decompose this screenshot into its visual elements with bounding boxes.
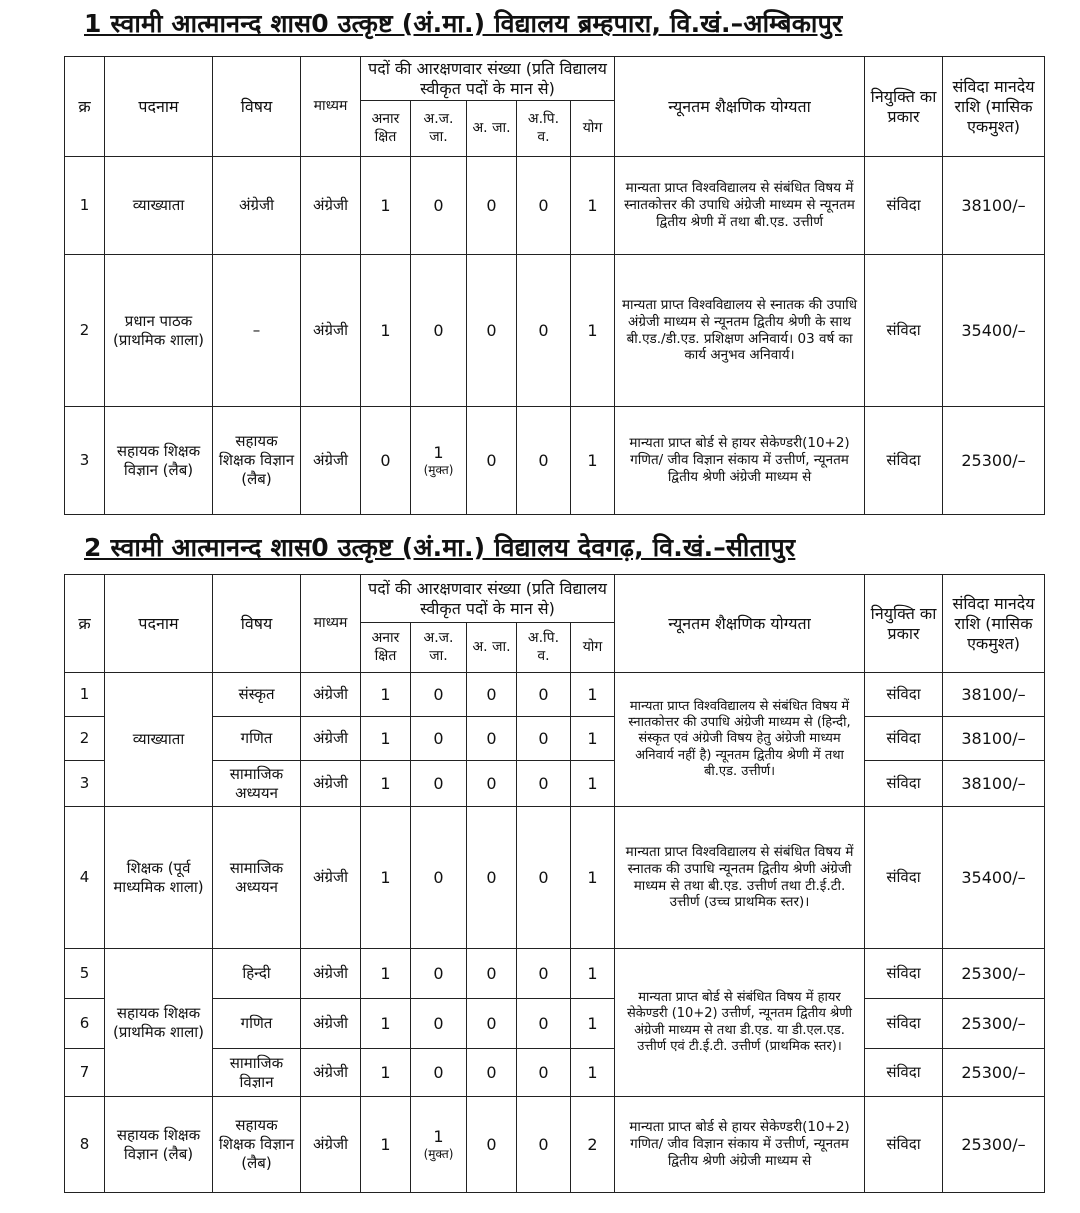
cell-total: 1 (571, 949, 615, 999)
header-subject: विषय (213, 57, 301, 157)
cell-medium: अंग्रेजी (301, 673, 361, 717)
cell-salary: 35400/– (943, 807, 1045, 949)
section1-table (64, 56, 1045, 515)
cell-qualification: मान्यता प्राप्त बोर्ड से हायर सेकेण्डरी(10+2) गणित/ जीव विज्ञान संकाय में उत्तीर्ण, न्यूनतम द्वितीय श्रेणी अंग्रेजी माध्यम से (615, 407, 865, 515)
cell-salary: 25300/– (943, 1097, 1045, 1193)
cell-obc: 0 (517, 761, 571, 807)
cell-ur: 1 (361, 255, 411, 407)
cell-type: संविदा (865, 255, 943, 407)
cell-ur: 1 (361, 1097, 411, 1193)
cell-sc: 0 (467, 807, 517, 949)
cell-obc: 0 (517, 949, 571, 999)
cell-qualification: मान्यता प्राप्त बोर्ड से संबंधित विषय में हायर सेकेण्डरी (10+2) उत्तीर्ण, न्यूनतम द्वितीय श्रेणी अंग्रेजी माध्यम से तथा डी.एड. या डी.एल.एड. उत्तीर्ण एवं टी.ई.टी. उत्तीर्ण (प्राथमिक स्तर)। (615, 949, 865, 1097)
cell-total: 1 (571, 761, 615, 807)
st-value: 1 (433, 1127, 444, 1146)
header-ur: अनार क्षित (361, 101, 411, 157)
cell-total: 1 (571, 807, 615, 949)
cell-sno: 4 (65, 807, 105, 949)
cell-sc: 0 (467, 1049, 517, 1097)
cell-total: 1 (571, 999, 615, 1049)
cell-sc: 0 (467, 1097, 517, 1193)
table-row (65, 1097, 1045, 1193)
cell-obc: 0 (517, 1049, 571, 1097)
cell-sc: 0 (467, 157, 517, 255)
table-row (65, 157, 1045, 255)
header-post: पदनाम (105, 575, 213, 673)
cell-salary: 38100/– (943, 717, 1045, 761)
cell-total: 1 (571, 255, 615, 407)
cell-ur: 1 (361, 949, 411, 999)
cell-medium: अंग्रेजी (301, 949, 361, 999)
cell-subject: सहायक शिक्षक विज्ञान (लैब) (213, 1097, 301, 1193)
cell-medium: अंग्रेजी (301, 1049, 361, 1097)
header-type: नियुक्ति का प्रकार (865, 575, 943, 673)
st-value: 1 (433, 443, 444, 462)
cell-subject: सामाजिक अध्ययन (213, 807, 301, 949)
cell-qualification: मान्यता प्राप्त विश्वविद्यालय से स्नातक की उपाधि अंग्रेजी माध्यम से न्यूनतम द्वितीय श्रेणी के साथ बी.एड./डी.एड. प्रशिक्षण अनिवार्य। 03 वर्ष का कार्य अनुभव अनिवार्य। (615, 255, 865, 407)
cell-sc: 0 (467, 949, 517, 999)
cell-obc: 0 (517, 1097, 571, 1193)
header-post: पदनाम (105, 57, 213, 157)
cell-qualification: मान्यता प्राप्त विश्वविद्यालय से संबंधित विषय में स्नातकोत्तर की उपाधि अंग्रेजी माध्यम से (हिन्दी, संस्कृत एवं अंग्रेजी विषय हेतु अंग्रेजी माध्यम अनिवार्य नहीं है) न्यूनतम द्वितीय श्रेणी में तथा बी.एड. उत्तीर्ण। (615, 673, 865, 807)
cell-st (411, 1097, 467, 1193)
cell-st: 0 (411, 157, 467, 255)
cell-sc: 0 (467, 761, 517, 807)
cell-medium: अंग्रेजी (301, 407, 361, 515)
cell-salary: 35400/– (943, 255, 1045, 407)
cell-salary: 25300/– (943, 407, 1045, 515)
cell-total: 1 (571, 407, 615, 515)
header-sno: क्र (65, 57, 105, 157)
cell-obc: 0 (517, 717, 571, 761)
cell-salary: 38100/– (943, 761, 1045, 807)
cell-ur: 1 (361, 999, 411, 1049)
header-obc: अ.पि. व. (517, 623, 571, 673)
cell-post: शिक्षक (पूर्व माध्यमिक शाला) (105, 807, 213, 949)
cell-sno: 7 (65, 1049, 105, 1097)
cell-type: संविदा (865, 807, 943, 949)
cell-total: 1 (571, 1049, 615, 1097)
cell-st: 0 (411, 255, 467, 407)
cell-sno: 3 (65, 407, 105, 515)
cell-salary: 25300/– (943, 949, 1045, 999)
table-row (65, 807, 1045, 949)
cell-sno: 6 (65, 999, 105, 1049)
cell-sno: 8 (65, 1097, 105, 1193)
cell-sno: 5 (65, 949, 105, 999)
cell-st: 0 (411, 949, 467, 999)
cell-medium: अंग्रेजी (301, 717, 361, 761)
header-sc: अ. जा. (467, 101, 517, 157)
header-sno: क्र (65, 575, 105, 673)
section2-title: 2 स्वामी आत्मानन्द शास0 उत्कृष्ट (अं.मा.) विद्यालय देवगढ़, वि.खं.–सीतापुर (84, 533, 796, 562)
cell-total: 2 (571, 1097, 615, 1193)
cell-sno: 1 (65, 673, 105, 717)
header-medium: माध्यम (301, 575, 361, 673)
cell-type: संविदा (865, 717, 943, 761)
cell-obc: 0 (517, 255, 571, 407)
cell-medium: अंग्रेजी (301, 999, 361, 1049)
cell-subject: अंग्रेजी (213, 157, 301, 255)
cell-type: संविदा (865, 761, 943, 807)
cell-obc: 0 (517, 999, 571, 1049)
cell-sc: 0 (467, 255, 517, 407)
header-type: नियुक्ति का प्रकार (865, 57, 943, 157)
header-total: योग (571, 101, 615, 157)
header-qualification: न्यूनतम शैक्षणिक योग्यता (615, 575, 865, 673)
cell-type: संविदा (865, 999, 943, 1049)
cell-obc: 0 (517, 157, 571, 255)
cell-type: संविदा (865, 673, 943, 717)
cell-salary: 25300/– (943, 1049, 1045, 1097)
cell-st: 0 (411, 807, 467, 949)
cell-st (411, 407, 467, 515)
cell-subject: – (213, 255, 301, 407)
header-st: अ.ज. जा. (411, 623, 467, 673)
cell-salary: 25300/– (943, 999, 1045, 1049)
st-note: (मुक्त) (423, 1147, 454, 1161)
cell-medium: अंग्रेजी (301, 761, 361, 807)
header-medium: माध्यम (301, 57, 361, 157)
cell-st: 0 (411, 1049, 467, 1097)
cell-obc: 0 (517, 807, 571, 949)
cell-post: सहायक शिक्षक विज्ञान (लैब) (105, 1097, 213, 1193)
header-total: योग (571, 623, 615, 673)
cell-st: 0 (411, 761, 467, 807)
table-header-row (65, 575, 1045, 623)
table-header-row (65, 57, 1045, 101)
table-row (65, 407, 1045, 515)
cell-total: 1 (571, 673, 615, 717)
cell-type: संविदा (865, 949, 943, 999)
header-ur: अनार क्षित (361, 623, 411, 673)
cell-st: 0 (411, 999, 467, 1049)
section2-table (64, 574, 1045, 1193)
cell-sno: 2 (65, 717, 105, 761)
cell-ur: 1 (361, 1049, 411, 1097)
header-reservation: पदों की आरक्षणवार संख्या (प्रति विद्यालय स्वीकृत पदों के मान से) (361, 57, 615, 101)
cell-ur: 1 (361, 673, 411, 717)
cell-subject: हिन्दी (213, 949, 301, 999)
cell-type: संविदा (865, 1049, 943, 1097)
cell-post: व्याख्याता (105, 673, 213, 807)
cell-ur: 1 (361, 717, 411, 761)
cell-medium: अंग्रेजी (301, 157, 361, 255)
cell-sc: 0 (467, 999, 517, 1049)
cell-ur: 1 (361, 761, 411, 807)
cell-type: संविदा (865, 407, 943, 515)
header-st: अ.ज. जा. (411, 101, 467, 157)
cell-salary: 38100/– (943, 157, 1045, 255)
cell-sno: 1 (65, 157, 105, 255)
cell-post: सहायक शिक्षक (प्राथमिक शाला) (105, 949, 213, 1097)
cell-sc: 0 (467, 717, 517, 761)
cell-ur: 1 (361, 157, 411, 255)
cell-total: 1 (571, 717, 615, 761)
header-sc: अ. जा. (467, 623, 517, 673)
st-note: (मुक्त) (423, 463, 454, 477)
header-salary: संविदा मानदेय राशि (मासिक एकमुश्त) (943, 575, 1045, 673)
cell-subject: सामाजिक विज्ञान (213, 1049, 301, 1097)
cell-st: 0 (411, 717, 467, 761)
cell-qualification: मान्यता प्राप्त विश्वविद्यालय से संबंधित विषय में स्नातक की उपाधि न्यूनतम द्वितीय श्रेणी अंग्रेजी माध्यम से तथा बी.एड. उत्तीर्ण तथा टी.ई.टी. उत्तीर्ण (उच्च प्राथमिक स्तर)। (615, 807, 865, 949)
header-salary: संविदा मानदेय राशि (मासिक एकमुश्त) (943, 57, 1045, 157)
cell-sc: 0 (467, 673, 517, 717)
cell-st: 0 (411, 673, 467, 717)
header-qualification: न्यूनतम शैक्षणिक योग्यता (615, 57, 865, 157)
cell-subject: सहायक शिक्षक विज्ञान (लैब) (213, 407, 301, 515)
cell-obc: 0 (517, 407, 571, 515)
cell-total: 1 (571, 157, 615, 255)
cell-type: संविदा (865, 1097, 943, 1193)
cell-sc: 0 (467, 407, 517, 515)
header-reservation: पदों की आरक्षणवार संख्या (प्रति विद्यालय स्वीकृत पदों के मान से) (361, 575, 615, 623)
cell-subject: संस्कृत (213, 673, 301, 717)
header-subject: विषय (213, 575, 301, 673)
cell-ur: 0 (361, 407, 411, 515)
table-row (65, 949, 1045, 999)
cell-sno: 3 (65, 761, 105, 807)
cell-sno: 2 (65, 255, 105, 407)
cell-ur: 1 (361, 807, 411, 949)
cell-qualification: मान्यता प्राप्त विश्वविद्यालय से संबंधित विषय में स्नातकोत्तर की उपाधि अंग्रेजी माध्यम से न्यूनतम द्वितीय श्रेणी में तथा बी.एड. उत्तीर्ण (615, 157, 865, 255)
header-obc: अ.पि. व. (517, 101, 571, 157)
cell-obc: 0 (517, 673, 571, 717)
cell-post: व्याख्याता (105, 157, 213, 255)
table-row (65, 673, 1045, 717)
cell-medium: अंग्रेजी (301, 255, 361, 407)
section1-title: 1 स्वामी आत्मानन्द शास0 उत्कृष्ट (अं.मा.) विद्यालय ब्रम्हपारा, वि.खं.–अम्बिकापुर (84, 9, 843, 38)
cell-post: प्रधान पाठक (प्राथमिक शाला) (105, 255, 213, 407)
cell-subject: गणित (213, 999, 301, 1049)
cell-type: संविदा (865, 157, 943, 255)
cell-post: सहायक शिक्षक विज्ञान (लैब) (105, 407, 213, 515)
cell-medium: अंग्रेजी (301, 1097, 361, 1193)
table-row (65, 255, 1045, 407)
cell-salary: 38100/– (943, 673, 1045, 717)
cell-qualification: मान्यता प्राप्त बोर्ड से हायर सेकेण्डरी(10+2) गणित/ जीव विज्ञान संकाय में उत्तीर्ण, न्यूनतम द्वितीय श्रेणी अंग्रेजी माध्यम से (615, 1097, 865, 1193)
cell-subject: गणित (213, 717, 301, 761)
cell-subject: सामाजिक अध्ययन (213, 761, 301, 807)
cell-medium: अंग्रेजी (301, 807, 361, 949)
